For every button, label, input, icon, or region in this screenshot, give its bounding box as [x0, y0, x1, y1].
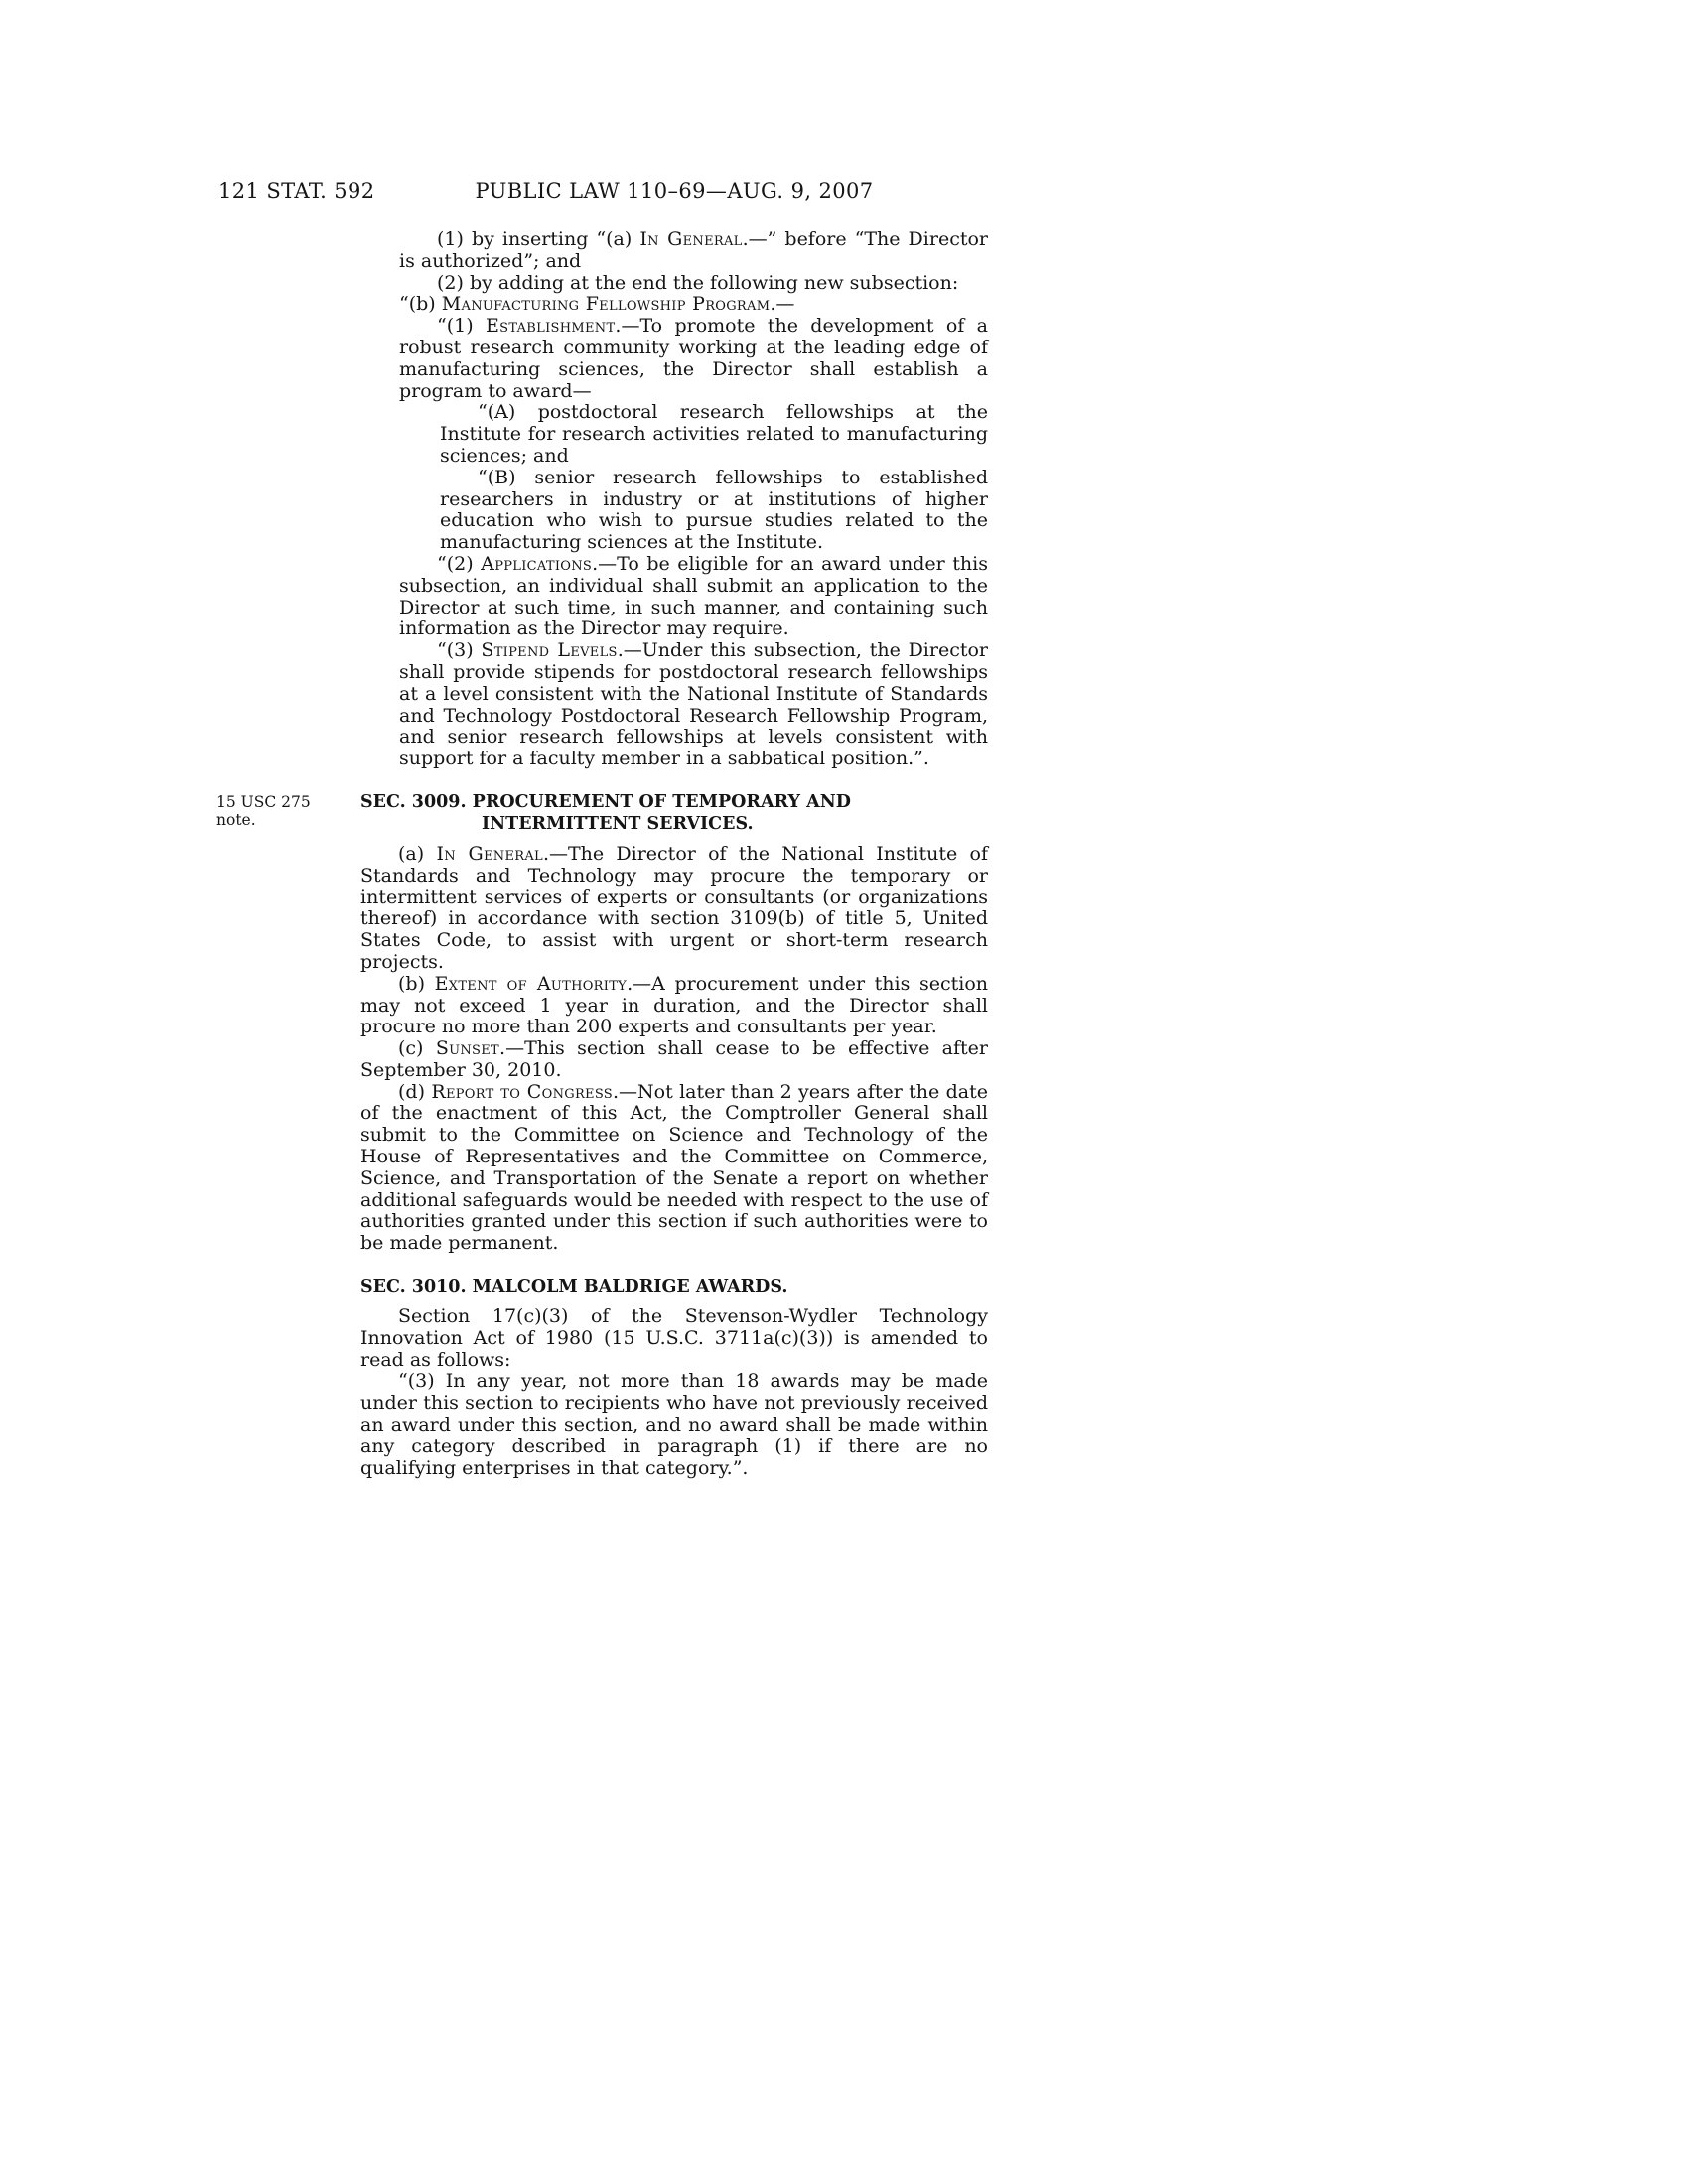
- stat-page-number: 121 STAT. 592: [218, 179, 375, 203]
- text-run: .—: [770, 293, 795, 316]
- paragraph: [399, 273, 988, 295]
- paragraph: [360, 974, 988, 1038]
- margin-note: 15 USC 275 note.: [216, 792, 311, 829]
- law-title: PUBLIC LAW 110–69—AUG. 9, 2007: [475, 179, 874, 203]
- text-run: “(b): [399, 293, 442, 316]
- text-run: .—A procurement under this section may not exceed 1 year in duration, and the Director shall procure no more than 200 experts and consultants per year.: [360, 972, 988, 1038]
- text-run: (c): [398, 1037, 436, 1060]
- text-run: .—The Director of the National Institute of Standards and Technology may procure the temporary or intermittent services of experts or consultants (or organizations thereof) in accordance with section 3109(b) of title 5, United States Code, to assist with urgent or short-term research projects.: [360, 842, 988, 973]
- text-run: Section 17(c)(3) of the Stevenson-Wydler Technology Innovation Act of 1980 (15 U.S.C. 3711a(c)(3)) is amended to read as follows:: [360, 1305, 988, 1371]
- text-run: .—Not later than 2 years after the date of the enactment of this Act, the Comptroller General shall submit to the Committee on Science and Technology of the House of Representatives and the Committee on Commerce, Science, and Transportation of the Senate a report on whether additional safeguards would be needed with respect to the use of authorities granted under this section if such authorities were to be made permanent.: [360, 1080, 989, 1255]
- text-run: “(A) postdoctoral research fellowships at the Institute for research activities related to manufacturing sciences; and: [440, 401, 988, 467]
- text-run: “(B) senior research fellowships to established researchers in industry or at institutions of higher education who wish to pursue studies related to the manufacturing sciences at the Institute.: [440, 466, 988, 554]
- section-heading: SEC. 3010. MALCOLM BALDRIGE AWARDS.: [360, 1277, 788, 1297]
- text-run: .—To be eligible for an award under this subsection, an individual shall submit an application to the Director at such time, in such manner, and containing such information as the Director may require.: [399, 552, 988, 640]
- text-run: (d): [398, 1080, 432, 1103]
- text-run: .—This section shall cease to be effective after September 30, 2010.: [360, 1037, 988, 1081]
- paragraph: [360, 844, 988, 974]
- section-heading: SEC. 3009. PROCUREMENT OF TEMPORARY AND INTERMITTENT SERVICES. 15 USC 275 note.: [216, 791, 851, 834]
- paragraph: [399, 640, 988, 770]
- text-run: (a): [398, 842, 437, 865]
- paragraph: [360, 1371, 988, 1479]
- paragraph: [399, 294, 988, 316]
- paragraph: [399, 229, 988, 273]
- paragraph: [360, 1082, 988, 1255]
- small-caps-term: Extent of Authority: [434, 972, 628, 995]
- text-run: “(3): [437, 639, 482, 662]
- text-run: .—Under this subsection, the Director shall provide stipends for postdoctoral research fellowships at a level consistent with the National Institute of Standards and Technology Postdoctoral Research Fellowship Program, and senior research fellowships at levels consistent with support for a faculty member in a sabbatical position.”.: [399, 639, 988, 770]
- small-caps-term: Report to Congress: [431, 1080, 614, 1103]
- text-run: “(2): [437, 552, 482, 575]
- text-run: “(3) In any year, not more than 18 awards may be made under this section to recipients who have not previously received an award under this section, and no award shall be made within any category described in paragraph (1) if there are no qualifying enterprises in that category.”.: [360, 1370, 988, 1479]
- text-run: (1) by inserting “(a): [437, 228, 640, 250]
- paragraph: [440, 468, 988, 554]
- text-run: .—To promote the development of a robust research community working at the leading edge of manufacturing sciences, the Director shall establish a program to award—: [399, 315, 988, 402]
- paragraph: [399, 554, 988, 640]
- small-caps-term: Manufacturing Fellowship Program: [441, 293, 771, 316]
- text-run: “(1): [437, 315, 486, 338]
- text-run: (b): [398, 972, 435, 995]
- text-run: .—” before “The Director is authorized”; and: [399, 228, 988, 272]
- small-caps-term: Stipend Levels: [481, 639, 618, 662]
- small-caps-term: In General: [639, 228, 743, 250]
- paragraph: [440, 402, 988, 467]
- small-caps-term: Sunset: [435, 1037, 500, 1060]
- small-caps-term: Applications: [481, 552, 593, 575]
- text-run: (2) by adding at the end the following new subsection:: [437, 271, 959, 294]
- paragraph: [360, 1306, 988, 1371]
- small-caps-term: Establishment: [485, 315, 616, 338]
- paragraph: [360, 1038, 988, 1082]
- paragraph: [399, 316, 988, 402]
- small-caps-term: In General: [436, 842, 543, 865]
- document-body: [216, 228, 989, 1479]
